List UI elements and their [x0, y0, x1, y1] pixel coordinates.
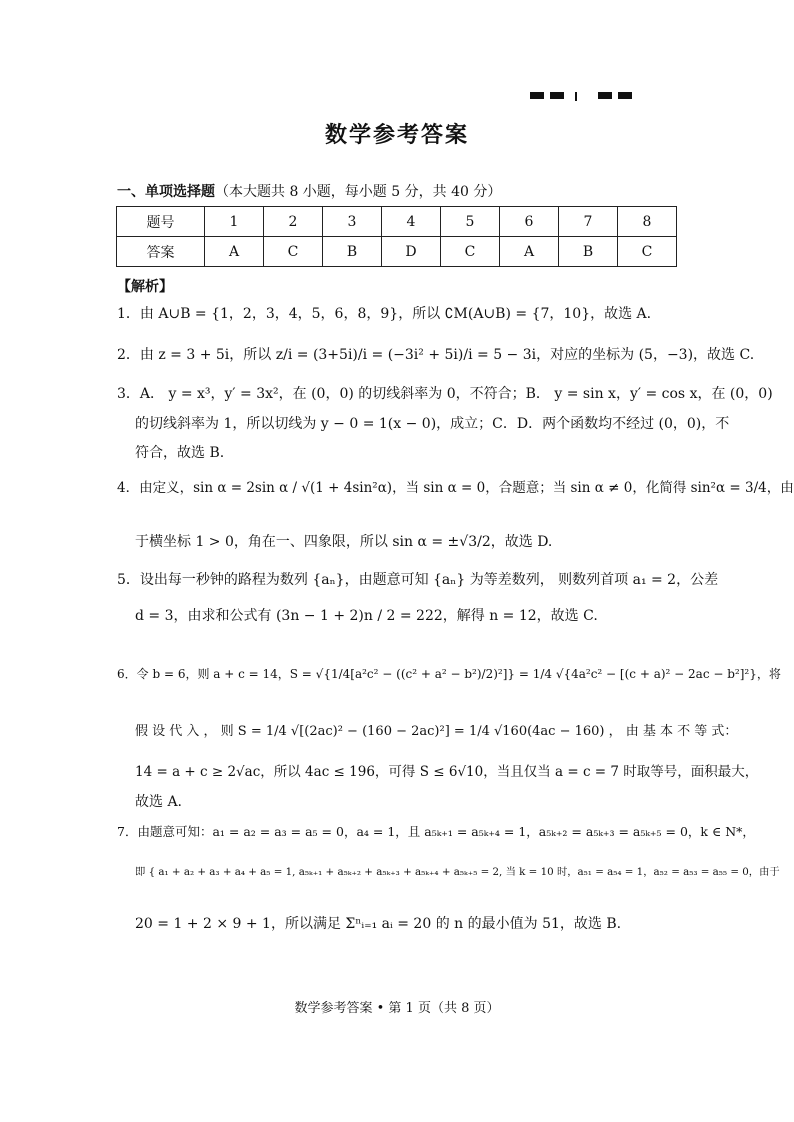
answer-cell: A	[500, 237, 559, 267]
question-number: 2	[264, 207, 323, 237]
section-title: 一、单项选择题	[117, 184, 215, 200]
solution-line: 即 { a₁ + a₂ + a₃ + a₄ + a₅ = 1, a₅ₖ₊₁ + a₅ₖ₊₂ + a₅ₖ₊₃ + a₅ₖ₊₄ + a₅ₖ₊₅ = 2, 当 k = 10 时，a₅₁ = a₅₄ = 1，a₅₂ = a₅₃ = a₅₅ = 0，由于	[135, 866, 780, 878]
question-number: 3	[323, 207, 382, 237]
header-mark	[550, 92, 564, 99]
answer-cell: C	[264, 237, 323, 267]
question-number: 7	[559, 207, 618, 237]
header-mark	[598, 92, 612, 99]
page-footer: 数学参考答案 • 第 1 页（共 8 页）	[294, 1001, 500, 1016]
solution-line: 的切线斜率为 1，所以切线为 y − 0 = 1(x − 0)，成立；C．D．两个函数均不经过 (0，0)，不	[135, 416, 730, 432]
solution-line: 7．由题意可知：a₁ = a₂ = a₃ = a₅ = 0，a₄ = 1，且 a₅ₖ₊₁ = a₅ₖ₊₄ = 1，a₅ₖ₊₂ = a₅ₖ₊₃ = a₅ₖ₊₅ = 0，k ∈ N*，	[117, 824, 755, 839]
header-mark	[575, 92, 577, 101]
header-mark	[618, 92, 632, 99]
table-row	[117, 237, 677, 267]
analysis-label: 【解析】	[117, 279, 173, 295]
answer-cell: A	[205, 237, 264, 267]
solution-line: 于横坐标 1 > 0，角在一、四象限，所以 sin α = ±√3/2，故选 D.	[135, 534, 553, 550]
solution-line: 故选 A.	[135, 794, 183, 810]
answer-cell: B	[559, 237, 618, 267]
answer-cell: D	[382, 237, 441, 267]
solution-line: 1．由 A∪B = {1，2，3，4，5，6，8，9}，所以 ∁M(A∪B) = {7，10}，故选 A.	[117, 306, 652, 322]
row-label: 答案	[117, 237, 205, 267]
solution-line: d = 3，由求和公式有 (3n − 1 + 2)n / 2 = 222，解得 n = 12，故选 C.	[135, 608, 598, 624]
solution-line: 符合，故选 B.	[135, 445, 225, 461]
answer-table	[116, 206, 677, 267]
question-number: 5	[441, 207, 500, 237]
row-label: 题号	[117, 207, 205, 237]
question-number: 1	[205, 207, 264, 237]
solution-line: 假 设 代 入 ， 则 S = 1/4 √[(2ac)² − (160 − 2ac)²] = 1/4 √160(4ac − 160) ， 由 基 本 不 等 式：	[135, 724, 738, 739]
header-marks	[530, 92, 640, 100]
table-row	[117, 207, 677, 237]
header-mark	[530, 92, 544, 99]
page-title: 数学参考答案	[324, 122, 469, 148]
question-number: 6	[500, 207, 559, 237]
solution-line: 3．A． y = x³，y′ = 3x²，在 (0，0) 的切线斜率为 0，不符合；B． y = sin x，y′ = cos x，在 (0，0)	[117, 386, 773, 402]
solution-line: 20 = 1 + 2 × 9 + 1，所以满足 Σⁿᵢ₌₁ aᵢ = 20 的 n 的最小值为 51，故选 B.	[135, 916, 622, 932]
answer-cell: B	[323, 237, 382, 267]
question-number: 4	[382, 207, 441, 237]
answer-cell: C	[618, 237, 677, 267]
solution-line: 6．令 b = 6，则 a + c = 14，S = √{1/4[a²c² − ((c² + a² − b²)/2)²]} = 1/4 √{4a²c² − [(c + a)² − 2ac − b²]²}，将	[117, 667, 781, 681]
solution-line: 4．由定义，sin α = 2sin α / √(1 + 4sin²α)，当 sin α = 0，合题意；当 sin α ≠ 0，化简得 sin²α = 3/4，由	[117, 480, 794, 496]
solution-line: 2．由 z = 3 + 5i，所以 z/i = (3+5i)/i = (−3i² + 5i)/i = 5 − 3i，对应的坐标为 (5，−3)，故选 C.	[117, 347, 755, 363]
answer-cell: C	[441, 237, 500, 267]
solution-line: 5．设出每一秒钟的路程为数列 {aₙ}，由题意可知 {aₙ} 为等差数列， 则数列首项 a₁ = 2，公差	[117, 572, 719, 588]
section-heading	[117, 181, 501, 201]
section-note: （本大题共 8 小题，每小题 5 分，共 40 分）	[215, 184, 502, 200]
question-number: 8	[618, 207, 677, 237]
solution-line: 14 = a + c ≥ 2√ac，所以 4ac ≤ 196，可得 S ≤ 6√10，当且仅当 a = c = 7 时取等号，面积最大，	[135, 764, 759, 780]
